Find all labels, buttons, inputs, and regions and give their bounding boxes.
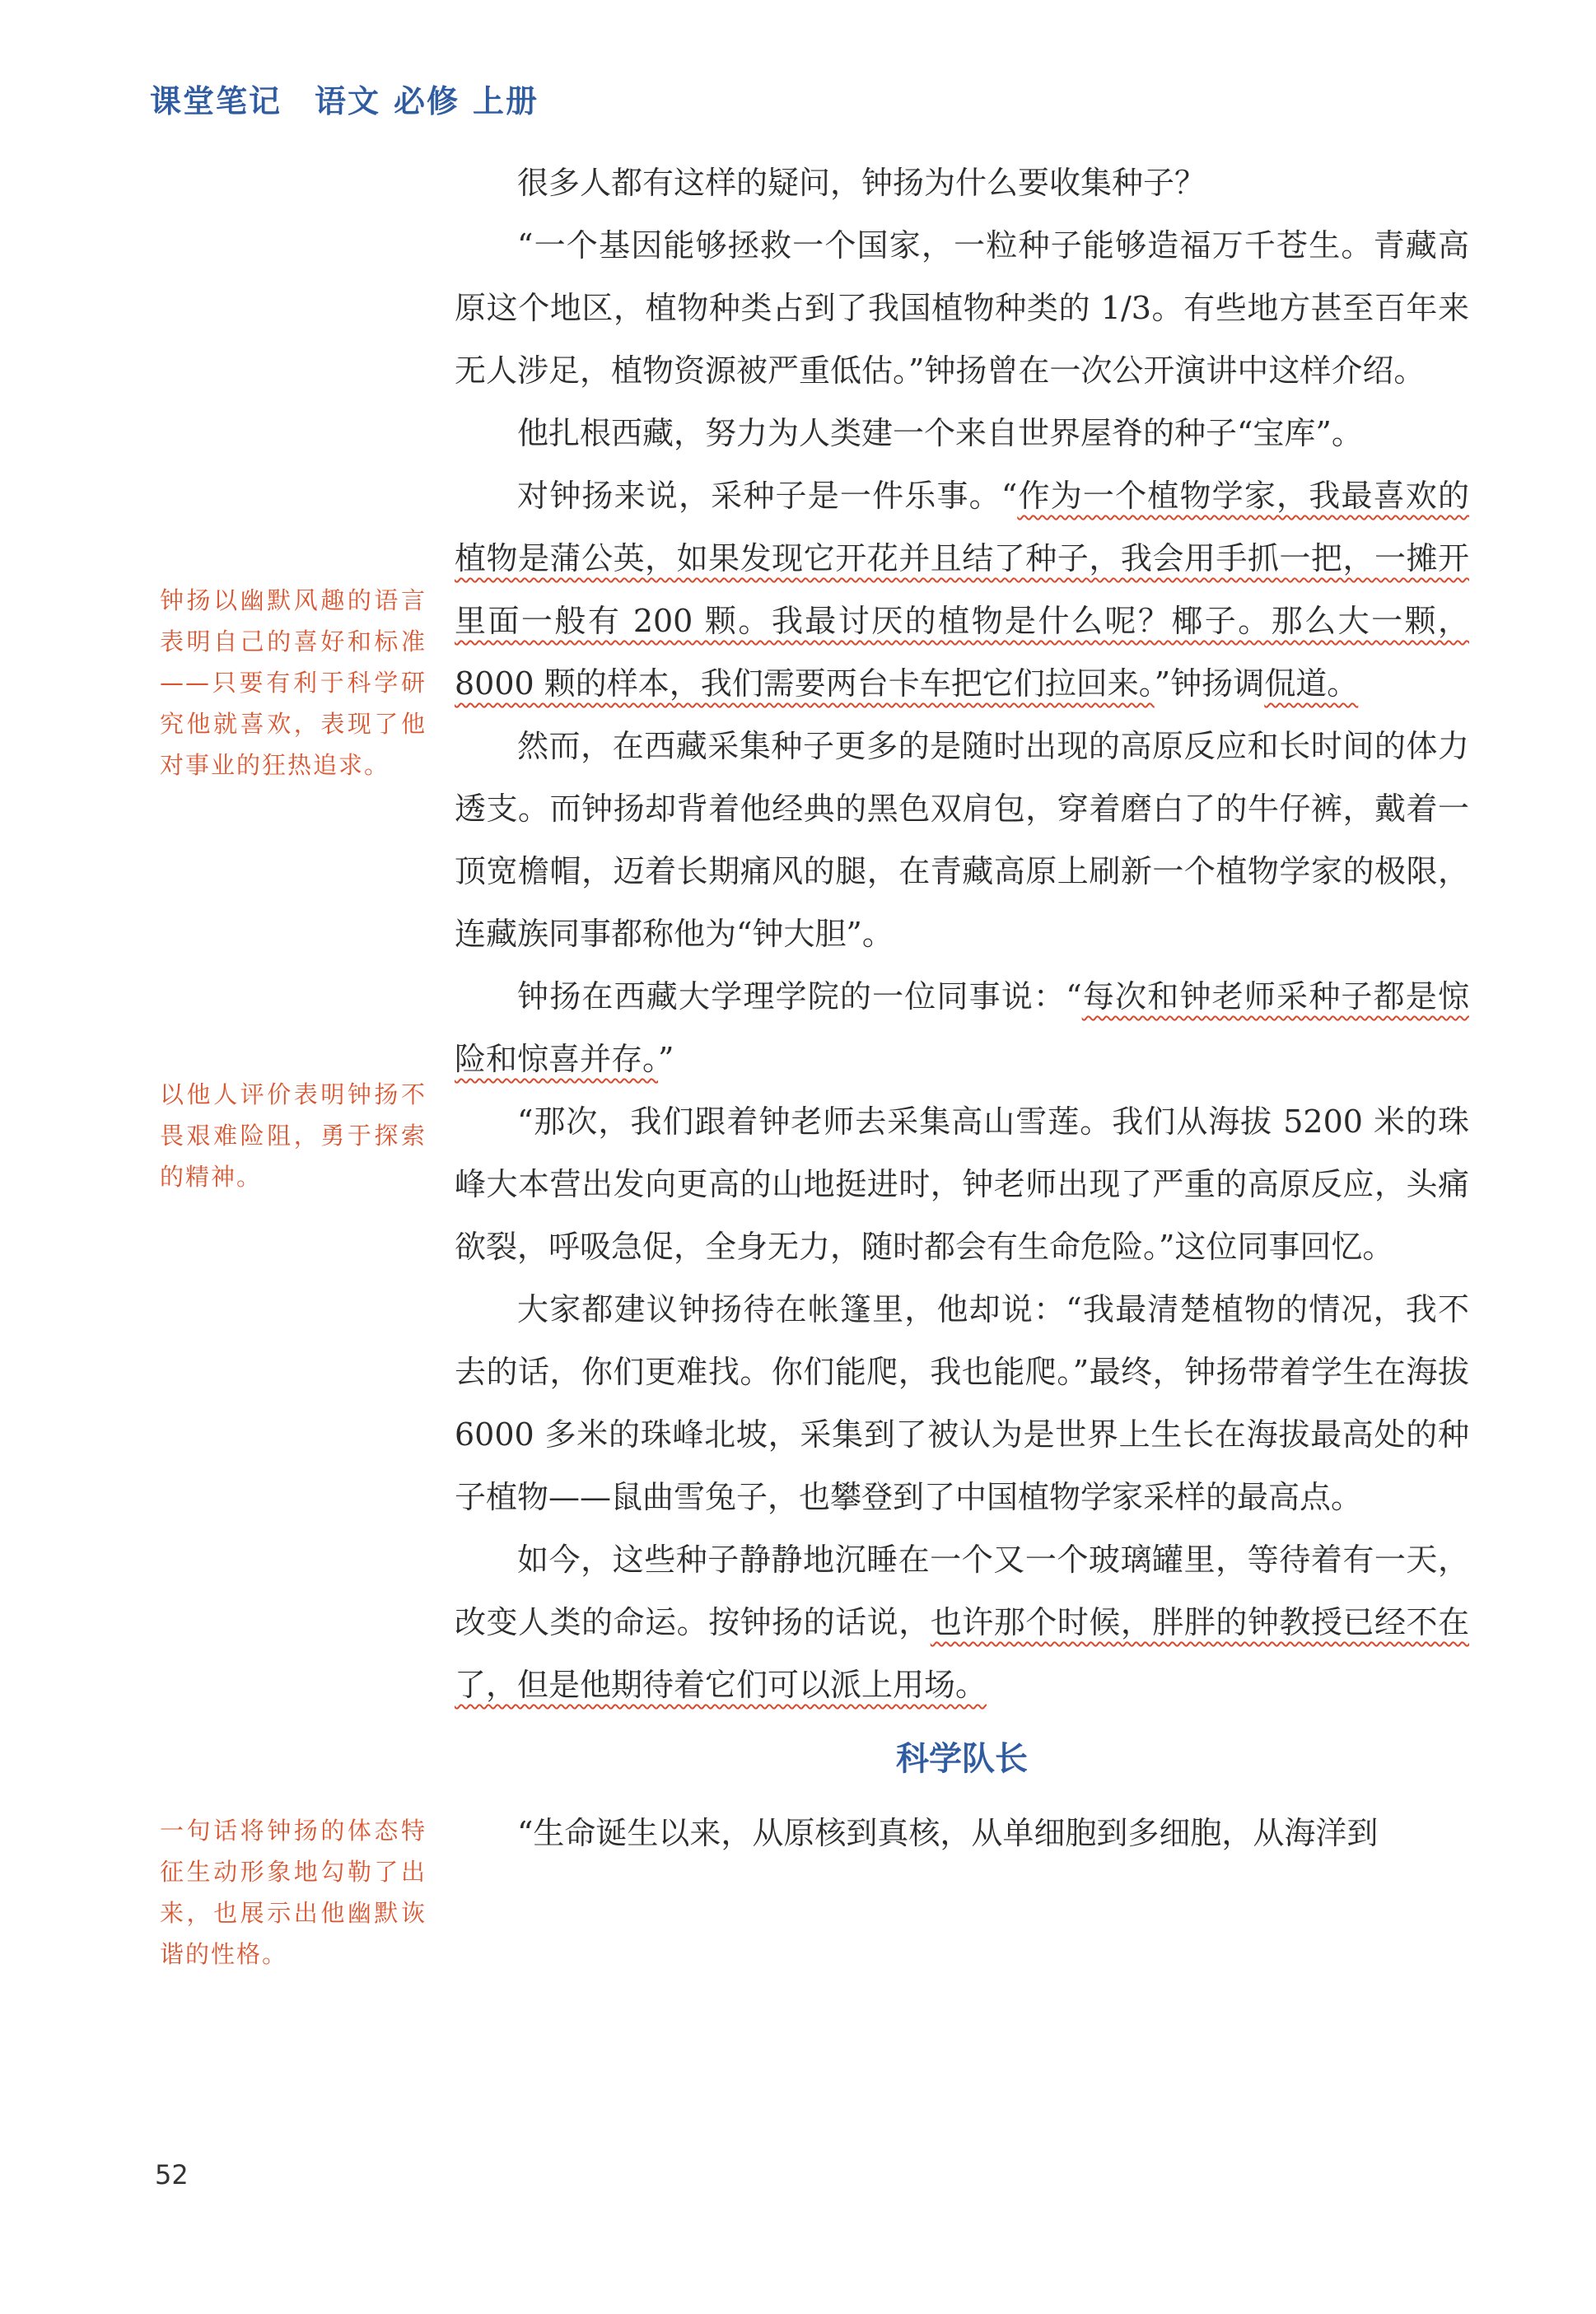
subject-label: 语文 [315, 83, 381, 119]
paragraph: “生命诞生以来，从原核到真核，从单细胞到多细胞，从海洋到 [517, 1815, 1379, 1851]
paragraph [455, 1528, 1469, 1716]
underlined-quote: 也许那个时候，胖胖的钟教授已经不在了，但是他期待着它们可以派上用场。 [455, 1604, 1469, 1703]
margin-note: 以他人评价表明钟扬不畏艰难险阻，勇于探索的精神。 [160, 1080, 427, 1191]
margin-note: 钟扬以幽默风趣的语言表明自己的喜好和标准——只要有利于科学研究他就喜欢，表现了他对事业的狂热追求。 [160, 586, 427, 779]
main-text [455, 152, 1469, 1864]
volume-label: 必修 [394, 83, 460, 119]
underlined-text: 侃道。 [1264, 665, 1359, 702]
underlined-quote: 作为一个植物学家，我最喜欢的植物是蒲公英，如果发现它开花并且结了种子，我会用手抓一把，一摊开里面一般有 200 颗。我最讨厌的植物是什么呢？椰子。那么大一颗，8000 颗的样本，我们需要两台卡车把它们拉回来。 [455, 478, 1469, 702]
text-run: ”钟扬调 [1154, 665, 1265, 702]
paragraph: 很多人都有这样的疑问，钟扬为什么要收集种子？ [517, 165, 1206, 201]
paragraph: 然而，在西藏采集种子更多的是随时出现的高原反应和长时间的体力透支。而钟扬却背着他经典的黑色双肩包，穿着磨白了的牛仔裤，戴着一顶宽檐帽，迈着长期痛风的腿，在青藏高原上刷新一个植物学家的极限，连藏族同事都称他为“钟大胆”。 [455, 728, 1469, 952]
paragraph: 他扎根西藏，努力为人类建一个来自世界屋脊的种子“宝库”。 [517, 415, 1363, 451]
text-run: ” [658, 1041, 674, 1077]
section-title: 科学队长 [896, 1740, 1028, 1778]
text-run: 对钟扬来说，采种子是一件乐事。“ [517, 478, 1018, 514]
book-header [150, 76, 572, 121]
paragraph [455, 965, 1469, 1090]
text-run: 如今，这些种子静静地沉睡在一个又一个玻璃罐里，等待着有一天，改变人类的命运。按钟扬的话说， [455, 1542, 1469, 1640]
page-number: 52 [155, 2159, 189, 2190]
underlined-quote: 每次和钟老师采种子都是惊险和惊喜并存。 [455, 978, 1469, 1077]
paragraph: “那次，我们跟着钟老师去采集高山雪莲。我们从海拔 5200 米的珠峰大本营出发向更高的山地挺进时，钟老师出现了严重的高原反应，头痛欲裂，呼吸急促，全身无力，随时都会有生命危险。”这位同事回忆。 [455, 1103, 1469, 1265]
paragraph: 大家都建议钟扬待在帐篷里，他却说：“我最清楚植物的情况，我不去的话，你们更难找。你们能爬，我也能爬。”最终，钟扬带着学生在海拔 6000 多米的珠峰北坡，采集到了被认为是世界上生长在海拔最高处的种子植物——鼠曲雪兔子，也攀登到了中国植物学家采样的最高点。 [455, 1291, 1469, 1515]
part-label: 上册 [473, 83, 539, 119]
text-run: 钟扬在西藏大学理学院的一位同事说：“ [517, 978, 1082, 1015]
paragraph [455, 464, 1469, 715]
paragraph: “一个基因能够拯救一个国家，一粒种子能够造福万千苍生。青藏高原这个地区，植物种类占到了我国植物种类的 1/3。有些地方甚至百年来无人涉足，植物资源被严重低估。”钟扬曾在一次公开演讲中这样介绍。 [455, 227, 1469, 389]
book-title: 课堂笔记 [150, 83, 282, 119]
margin-note: 一句话将钟扬的体态特征生动形象地勾勒了出来，也展示出他幽默诙谐的性格。 [160, 1817, 427, 1968]
